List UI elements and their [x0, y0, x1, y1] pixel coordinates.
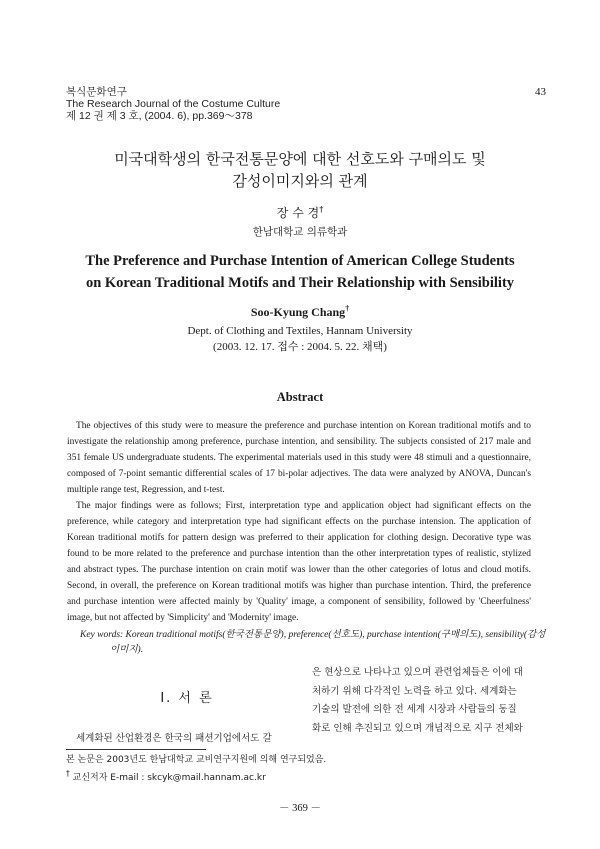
- korean-title-line2: 감성이미지와의 관계: [232, 172, 368, 190]
- footnotes: [66, 754, 326, 785]
- right-column-line: 처하기 위해 다각적인 노력을 하고 있다. 세계화는: [312, 685, 517, 697]
- korean-title-line1: 미국대학생의 한국전통문양에 대한 선호도와 구매의도 및: [114, 150, 486, 168]
- english-author-name: Soo-Kyung Chang: [250, 305, 346, 319]
- footnote-contact: [66, 767, 326, 785]
- korean-author: [0, 204, 600, 221]
- english-affiliation: [0, 323, 600, 355]
- journal-volume: 제 12 권 제 3 호, (2004. 6), pp.369～378: [66, 110, 253, 122]
- korean-affiliation: 한남대학교 의류학과: [252, 226, 348, 238]
- korean-title: [0, 148, 600, 192]
- section-heading-introduction: Ⅰ. 서 론: [160, 691, 214, 706]
- footnote-funding: 본 논문은 2003년도 한남대학교 교비연구지원에 의해 연구되었음.: [66, 755, 327, 765]
- footnote-divider: [66, 749, 206, 750]
- footnote-email: 교신저자 E-mail : skcyk@mail.hannam.ac.kr: [72, 773, 266, 783]
- page-number-top: 43: [535, 86, 546, 98]
- journal-header: [66, 86, 280, 122]
- english-title-line1: The Preference and Purchase Intention of American College Students: [85, 253, 515, 269]
- abstract-body: [67, 418, 531, 626]
- right-column-line: 화로 인해 추진되고 있으며 개념적으로 지구 전체와: [312, 722, 523, 734]
- right-column: [312, 664, 534, 738]
- received-accepted-dates: (2003. 12. 17. 접수 : 2004. 5. 22. 채택): [213, 341, 387, 353]
- keywords: Key words: Korean traditional motifs(한국전통문양), preference(선호도), purchase intention(구매의도), sensibility(감성이미지).: [80, 630, 546, 655]
- corresponding-mark: †: [319, 205, 324, 214]
- journal-name-en: The Research Journal of the Costume Culture: [66, 98, 281, 110]
- english-author: [0, 304, 600, 320]
- abstract-heading: Abstract: [276, 390, 324, 404]
- english-corresponding-mark: †: [345, 304, 350, 313]
- abstract-paragraph-2: The major findings were as follows; First, interpretation type and application object had significant effects on the preference, while category and interpretation type had significant effects on the purchase intension. The application of Korean traditional motifs for pattern design was preferred to their application for clothing design. Decorative type was found to be more related to the preference and purchase intention than the other interpretation types of realistic, stylized and abstract types. The purchase intention on crain motif was lower than the other categories of lotus and cloud motifs. Second, in overall, the preference on Korean traditional motifs was higher than purchase intention. Third, the preference and purchase intention were affected mainly by 'Quality' image, a component of sensibility, followed by 'Cheerfulness' image, but not affected by 'Simplicity' and 'Modernity' image.: [67, 501, 531, 623]
- korean-author-name: 장 수 경: [276, 206, 320, 220]
- right-column-line: 기술의 발전에 의한 전 세계 시장과 사람들의 동질: [312, 704, 517, 715]
- affiliation-dept: Dept. of Clothing and Textiles, Hannam University: [187, 325, 413, 337]
- left-column: [66, 668, 308, 744]
- page-number-footer: － 369 －: [279, 803, 321, 814]
- abstract-paragraph-1: The objectives of this study were to measure the preference and purchase intention on Korean traditional motifs and to investigate the relationship among preference, purchase intention, and sensibility. The subjects consisted of 217 male and 351 female US undergraduate students. The experimental materials used in this study were 48 stimuli and a questionnaire, composed of 7-point semantic differential scales of 17 bi-polar adjectives. The data were analyzed by ANOVA, Duncan's multiple range test, Regression, and t-test.: [67, 421, 531, 495]
- english-title-line2: on Korean Traditional Motifs and Their Relationship with Sensibility: [85, 275, 515, 291]
- footnote-mark: †: [66, 769, 70, 778]
- right-column-line: 은 현상으로 나타나고 있으며 관련업체들은 이에 대: [312, 667, 523, 678]
- english-title: [0, 250, 600, 294]
- left-column-text: 세계화된 산업환경은 한국의 패션기업에서도 갈: [76, 733, 272, 744]
- journal-name-kr: 복식문화연구: [66, 86, 127, 98]
